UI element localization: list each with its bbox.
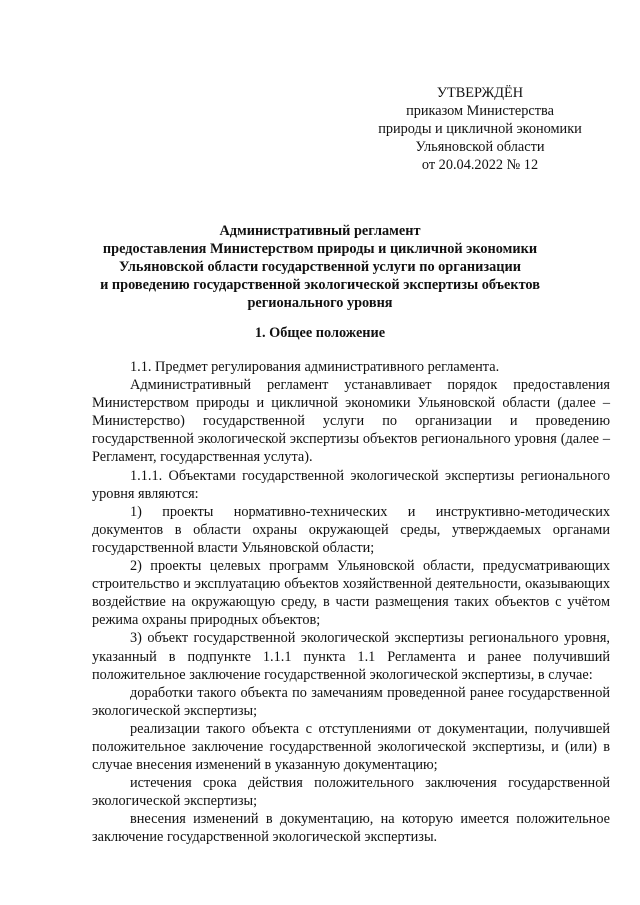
- document-title: [90, 222, 550, 312]
- title-line: предоставления Министерством природы и цикличной экономики: [102, 241, 538, 257]
- approval-line: приказом Министерства: [406, 103, 554, 119]
- paragraph: истечения срока действия положительного заключения государственной экологической экспертизы;: [92, 775, 610, 810]
- paragraph: Административный регламент устанавливает порядок предоставления Министерством природы и цикличной экономики Ульяновской области (далее – Министерство) государственной услуги по организации и проведению государственной экологической экспертизы объектов регионального уровня (далее – Регламент, государственная услута).: [92, 377, 610, 466]
- document-body: [92, 358, 610, 847]
- paragraph: внесения изменений в документацию, на которую имеется положительное заключение государственной экологической экспертизы.: [92, 811, 610, 846]
- approval-line: природы и цикличной экономики: [378, 121, 582, 137]
- section-heading: 1. Общее положение: [254, 325, 386, 341]
- paragraph: 1.1. Предмет регулирования административного регламента.: [130, 359, 500, 375]
- paragraph: доработки такого объекта по замечаниям проведенной ранее государственной экологической экспертизы;: [92, 684, 610, 719]
- title-line: Ульяновской области государственной услуги по организации: [119, 259, 521, 275]
- title-line: и проведению государственной экологической экспертизы объектов: [100, 277, 540, 293]
- paragraph: реализации такого объекта с отступлениями от документации, получившей положительное заключение государственной экологической экспертизы, и (или) в случае внесения изменений в указанную документацию;: [92, 720, 610, 774]
- approval-line: УТВЕРЖДЁН: [436, 85, 524, 101]
- approval-line: Ульяновской области: [415, 139, 545, 155]
- paragraph: 1) проекты нормативно-технических и инструктивно-методических документов в области охраны окружающей среды, утверждаемых органами государственной власти Ульяновской области;: [92, 503, 610, 556]
- paragraph: 2) проекты целевых программ Ульяновской области, предусматривающих строительство и эксплуатацию объектов хозяйственной деятельности, оказывающих воздействие на окружающую среду, в части размещения таких объектов с учётом режима охраны природных объектов;: [92, 558, 610, 629]
- paragraph: 3) объект государственной экологической экспертизы регионального уровня, указанный в подпункте 1.1.1 пункта 1.1 Регламента и ранее получивший положительное заключение государственной экологической экспертизы, в случае:: [92, 630, 610, 683]
- approval-date: от 20.04.2022 № 12: [421, 157, 539, 173]
- title-line: Административный регламент: [219, 223, 421, 239]
- title-line: регионального уровня: [247, 295, 393, 311]
- paragraph: 1.1.1. Объектами государственной экологической экспертизы регионального уровня являются:: [92, 467, 610, 502]
- approval-block: [360, 84, 600, 174]
